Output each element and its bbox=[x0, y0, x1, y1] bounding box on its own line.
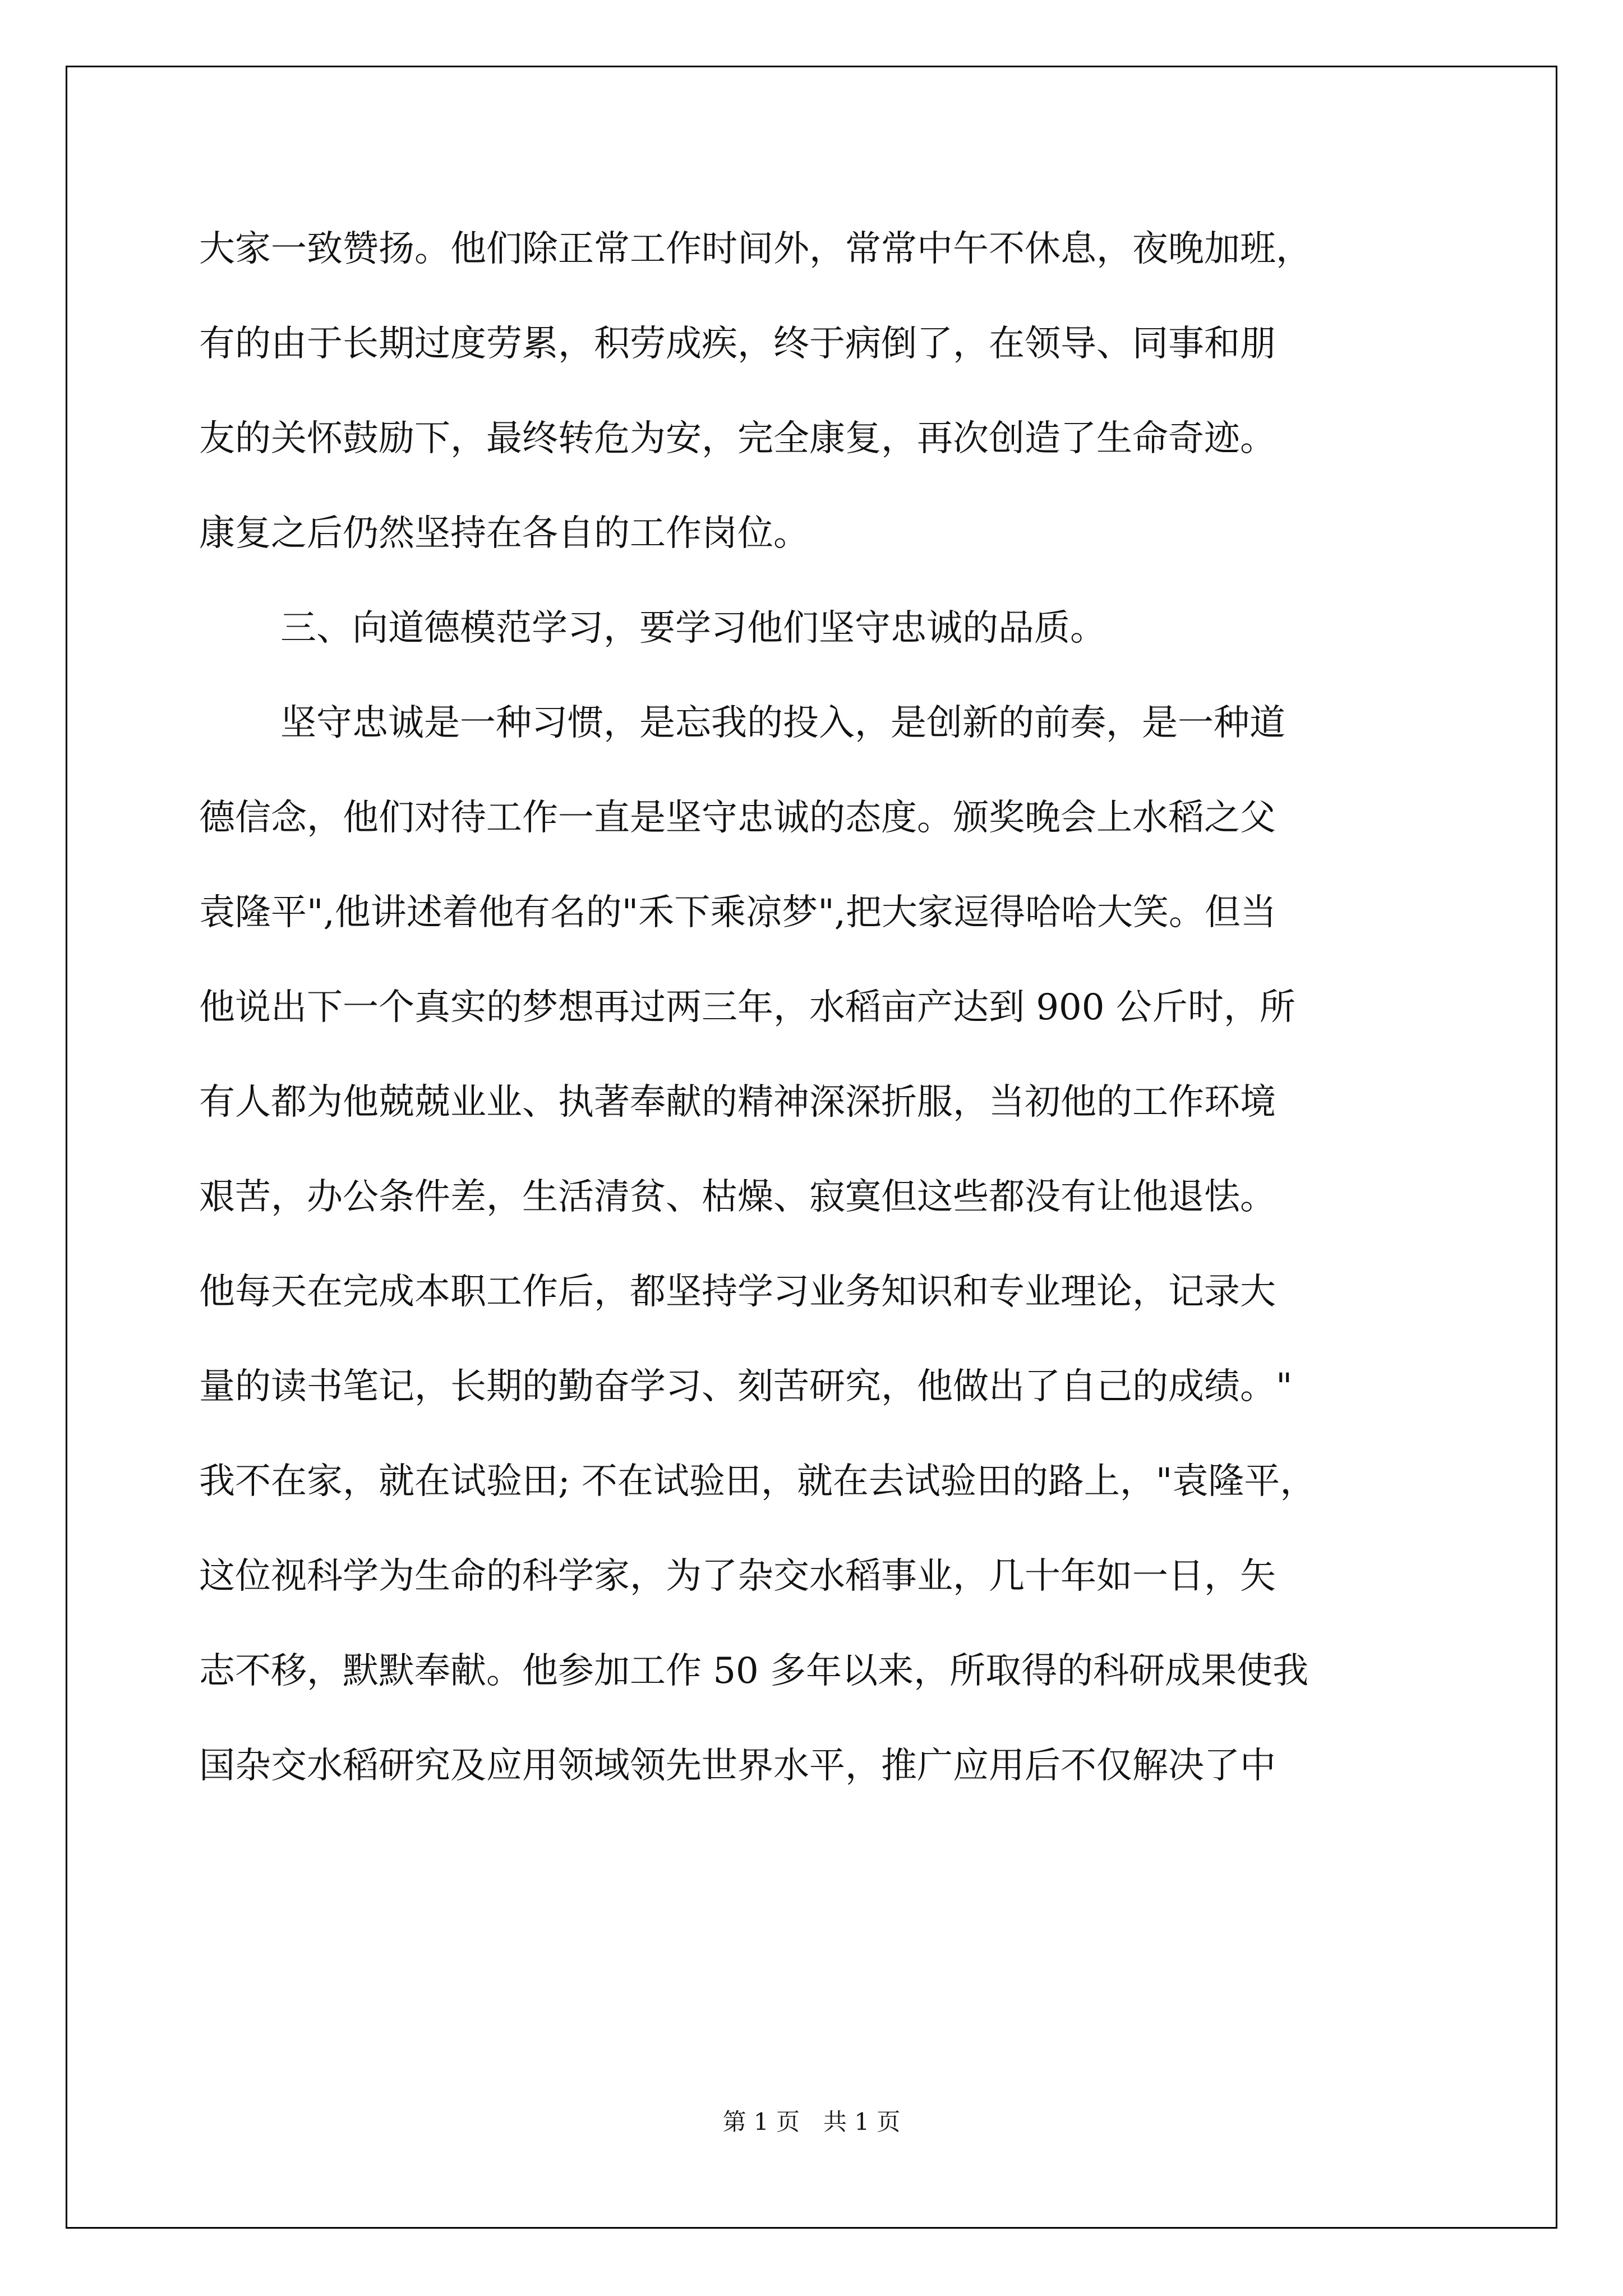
text-line: 友的关怀鼓励下，最终转危为安，完全康复，再次创造了生命奇迹。 bbox=[199, 418, 1276, 459]
text-line: 坚守忠诚是一种习惯，是忘我的投入，是创新的前奏，是一种道 bbox=[280, 702, 1285, 744]
text-line: 德信念，他们对待工作一直是坚守忠诚的态度。颁奖晚会上水稻之父 bbox=[199, 797, 1276, 839]
text-line: 国杂交水稻研究及应用领域领先世界水平，推广应用后不仅解决了中 bbox=[199, 1745, 1276, 1787]
text-line: 量的读书笔记，长期的勤奋学习、刻苦研究，他做出了自己的成绩。" bbox=[199, 1366, 1293, 1407]
text-line: 有的由于长期过度劳累，积劳成疾，终于病倒了，在领导、同事和朋 bbox=[199, 323, 1276, 365]
text-line: 他说出下一个真实的梦想再过两三年，水稻亩产达到 900 公斤时，所 bbox=[199, 987, 1295, 1028]
text-line: 有人都为他兢兢业业、执著奉献的精神深深折服，当初他的工作环境 bbox=[199, 1082, 1276, 1123]
text-line: 三、向道德模范学习，要学习他们坚守忠诚的品质。 bbox=[280, 608, 1106, 649]
text-line: 康复之后仍然坚持在各自的工作岗位。 bbox=[199, 513, 809, 554]
text-line: 艰苦，办公条件差，生活清贫、枯燥、寂寞但这些都没有让他退怯。 bbox=[199, 1176, 1276, 1218]
document-body bbox=[199, 202, 1433, 1814]
text-line: 这位视科学为生命的科学家，为了杂交水稻事业，几十年如一日，矢 bbox=[199, 1556, 1276, 1597]
text-line: 大家一致赞扬。他们除正常工作时间外，常常中午不休息，夜晚加班， bbox=[199, 228, 1312, 270]
page-footer: 第 1 页 共 1 页 bbox=[722, 2108, 901, 2136]
text-line: 袁隆平",他讲述着他有名的"禾下乘凉梦",把大家逗得哈哈大笑。但当 bbox=[199, 892, 1276, 933]
text-line: 志不移，默默奉献。他参加工作 50 多年以来，所取得的科研成果使我 bbox=[199, 1650, 1309, 1692]
text-line: 我不在家，就在试验田; 不在试验田，就在去试验田的路上，"袁隆平， bbox=[199, 1461, 1316, 1502]
text-line: 他每天在完成本职工作后，都坚持学习业务知识和专业理论，记录大 bbox=[199, 1271, 1276, 1313]
